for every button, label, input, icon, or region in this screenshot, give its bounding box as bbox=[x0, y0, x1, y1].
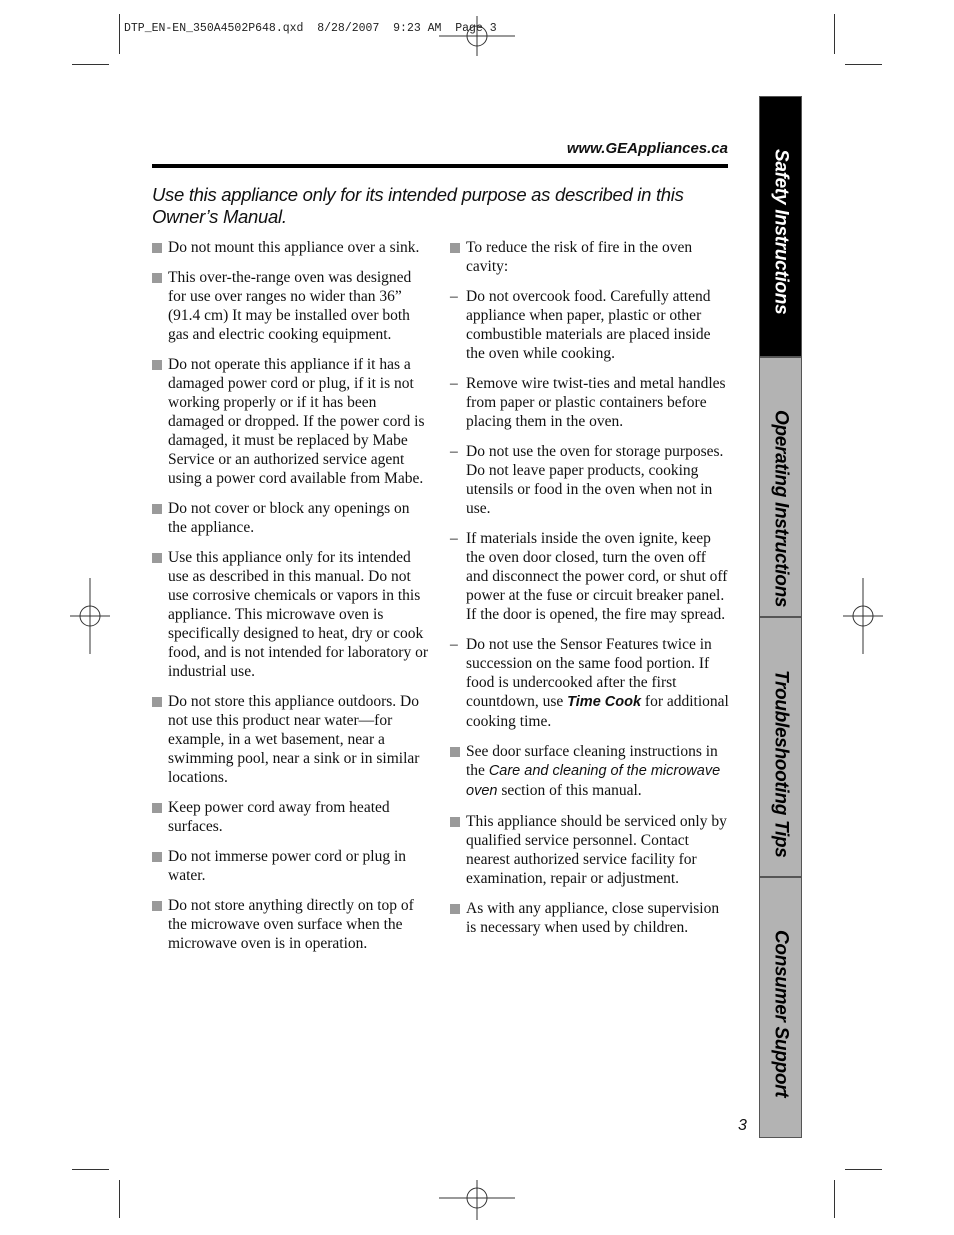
tab-safety-instructions[interactable]: Safety Instructions bbox=[759, 96, 802, 357]
square-bullet-icon bbox=[152, 901, 162, 911]
list-item: Use this appliance only for its intended use as described in this manual. Do not use corrosive chemicals or vapors in this appliance. This microwave oven is specifically designed to heat, dry or cook food, and is not intended for laboratory or industrial use. bbox=[152, 548, 428, 681]
dash-bullet: – bbox=[450, 375, 458, 392]
registration-mark-icon bbox=[439, 1180, 515, 1220]
list-item: This over-the-range oven was designed for use over ranges no wider than 36” (91.4 cm) It may be installed over both gas and electric cooking equipment. bbox=[152, 268, 428, 344]
registration-mark-icon bbox=[843, 578, 883, 654]
section-tabs bbox=[759, 96, 803, 1138]
square-bullet-icon bbox=[450, 243, 460, 253]
square-bullet-icon bbox=[152, 504, 162, 514]
print-slug: DTP_EN-EN_350A4502P648.qxd 8/28/2007 9:23 AM Page 3 bbox=[124, 22, 497, 35]
dash-bullet: – bbox=[450, 288, 458, 305]
dash-bullet: – bbox=[450, 636, 458, 653]
crop-mark bbox=[119, 14, 120, 54]
registration-mark-icon bbox=[439, 16, 515, 56]
right-column bbox=[450, 238, 730, 948]
crop-mark bbox=[72, 1169, 109, 1170]
crop-mark bbox=[119, 1180, 120, 1218]
section-reference: Care and cleaning of the microwave oven bbox=[466, 763, 721, 799]
dash-item: – If materials inside the oven ignite, keep the oven door closed, turn the oven off and disconnect the power cord, or shut off power at the fuse or circuit breaker panel. If the door is opened, the fire may spread. bbox=[450, 530, 728, 623]
list-item: Keep power cord away from heated surfaces. bbox=[152, 798, 428, 836]
left-column bbox=[152, 238, 428, 964]
square-bullet-icon bbox=[152, 553, 162, 563]
list-item: Do not store this appliance outdoors. Do not use this product near water—for example, in a wet basement, near a swimming pool, near a sink or in similar locations. bbox=[152, 692, 428, 787]
tab-troubleshooting-tips[interactable]: Troubleshooting Tips bbox=[759, 617, 802, 877]
square-bullet-icon bbox=[152, 273, 162, 283]
list-item: Do not cover or block any openings on the appliance. bbox=[152, 499, 428, 537]
square-bullet-icon bbox=[450, 904, 460, 914]
time-cook-term: Time Cook bbox=[567, 694, 642, 710]
dash-bullet: – bbox=[450, 443, 458, 460]
header-rule bbox=[152, 164, 728, 168]
tab-operating-instructions[interactable]: Operating Instructions bbox=[759, 357, 802, 617]
square-bullet-icon bbox=[450, 747, 460, 757]
list-item: Do not store anything directly on top of the microwave oven surface when the microwave oven is in operation. bbox=[152, 896, 428, 953]
page-number: 3 bbox=[738, 1117, 747, 1134]
square-bullet-icon bbox=[152, 803, 162, 813]
list-item: This appliance should be serviced only by qualified service personnel. Contact nearest authorized service facility for examination, repair or adjustment. bbox=[450, 812, 730, 888]
tab-consumer-support[interactable]: Consumer Support bbox=[759, 877, 802, 1138]
square-bullet-icon bbox=[152, 360, 162, 370]
dash-item: – Do not use the oven for storage purposes. Do not leave paper products, cooking utensils or food in the oven when not in use. bbox=[450, 443, 724, 517]
square-bullet-icon bbox=[152, 852, 162, 862]
dash-bullet: – bbox=[450, 530, 458, 547]
lead-sentence: Use this appliance only for its intended purpose as described in this Owner’s Manual. bbox=[152, 184, 684, 227]
registration-mark-icon bbox=[70, 578, 110, 654]
dash-item: – Do not use the Sensor Features twice in succession on the same food portion. If food is undercooked after the first countdown, use Time Cook for additional cooking time. bbox=[450, 636, 729, 730]
square-bullet-icon bbox=[152, 243, 162, 253]
crop-mark bbox=[845, 64, 882, 65]
crop-mark bbox=[72, 64, 109, 65]
dash-item: – Do not overcook food. Carefully attend appliance when paper, plastic or other combustible materials are placed inside the oven while cooking. bbox=[450, 288, 711, 362]
list-item: As with any appliance, close supervision is necessary when used by children. bbox=[450, 899, 730, 937]
list-item: Do not operate this appliance if it has a damaged power cord or plug, if it is not working properly or if it has been damaged or dropped. If the power cord is damaged, it must be replaced by Mabe Service or an authorized service agent using a power cord available from Mabe. bbox=[152, 355, 428, 488]
crop-mark bbox=[845, 1169, 882, 1170]
website-link[interactable]: www.GEAppliances.ca bbox=[566, 140, 728, 157]
list-item: To reduce the risk of fire in the oven cavity: bbox=[450, 238, 730, 276]
crop-mark bbox=[834, 1180, 835, 1218]
list-item: Do not mount this appliance over a sink. bbox=[152, 238, 428, 257]
dash-item: – Remove wire twist-ties and metal handles from paper or plastic containers before placing them in the oven. bbox=[450, 375, 726, 430]
square-bullet-icon bbox=[450, 817, 460, 827]
list-item: Do not immerse power cord or plug in water. bbox=[152, 847, 428, 885]
square-bullet-icon bbox=[152, 697, 162, 707]
list-item: See door surface cleaning instructions in the Care and cleaning of the microwave oven section of this manual. bbox=[450, 742, 730, 801]
crop-mark bbox=[834, 14, 835, 54]
